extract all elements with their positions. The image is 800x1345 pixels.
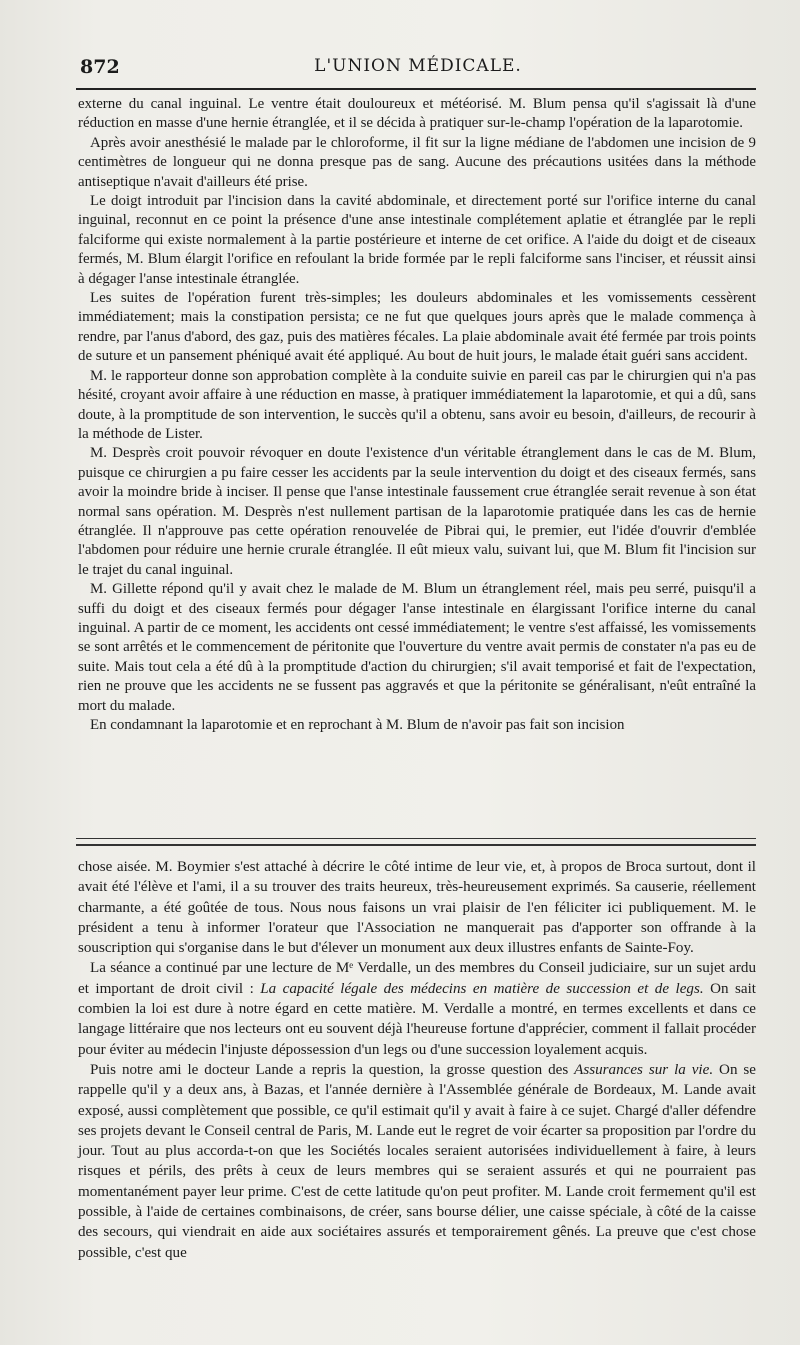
page-header xyxy=(80,56,756,82)
paragraph: M. le rapporteur donne son approbation complète à la conduite suivie en pareil cas par le chirurgien qui n'a pas hésité, croyant avoir affaire à une réduction en masse, à pratiquer immédiatement la laparotomie, et qui a dû, sans doute, à la promptitude de son intervention, le succès qu'il a obtenu, sans avoir eu besoin, d'ailleurs, de recourir à la méthode de Lister. xyxy=(78,367,756,442)
paragraph: externe du canal inguinal. Le ventre était douloureux et météorisé. M. Blum pensa qu'il s'agissait là d'une réduction en masse d'une hernie étranglée, et il se décida à pratiquer sur-le-champ l'opération de la laparotomie. xyxy=(78,96,756,132)
feuilleton-section xyxy=(78,857,756,1263)
paragraph: chose aisée. M. Boymier s'est attaché à décrire le côté intime de leur vie, et, à propos de Broca surtout, dont il avait été l'élève et l'ami, il a su trouver des traits heureux, très-heureusement exprimés. Sa causerie, réellement charmante, a été goûtée de tous. Nous nous faisons un vrai plaisir de l'en féliciter ici publiquement. M. le président a tenu à informer l'orateur que l'Association ne manquerait pas d'apporter son offrande à la souscription qui s'organise dans le but d'élever un monument aux deux illustres enfants de Sainte-Foy. xyxy=(78,859,756,957)
running-title: L'UNION MÉDICALE. xyxy=(314,56,522,76)
paragraph: M. Desprès croit pouvoir révoquer en doute l'existence d'un véritable étranglement dans le cas de M. Blum, puisque ce chirurgien a pu faire cesser les accidents par la seule intervention du doigt et des ciseaux fermés, sans avoir la moindre bride à inciser. Il pense que l'anse intestinale faussement crue étranglée serait revenue à son état normal sans opération. M. Desprès n'est nullement partisan de la laparotomie pratiquée dans les cas de hernie étranglée. Il n'approuve pas cette opération renouvelée de Pibrai qui, le premier, eut l'idée d'ouvrir d'emblée l'abdomen pour réduire une hernie crurale étranglée. Il eût mieux valu, suivant lui, que M. Blum fit l'incision sur le trajet du canal inguinal. xyxy=(78,445,756,578)
paragraph: La séance a continué par une lecture de Mᵉ Verdalle, un des membres du Conseil judiciaire, sur un sujet ardu et important de droit civil : La capacité légale des médecins en matière de succession et de legs. On sait combien la loi est dure à notre égard en cette matière. M. Verdalle a montré, en termes excellents et dans ce langage littéraire que nos lecteurs ont eu souvent déjà l'heureuse fortune d'apprécier, comment il fallait procéder pour éviter au médecin l'injuste dépossession d'un legs ou d'une succession loyalement acquis. xyxy=(78,960,756,1058)
paragraph: Après avoir anesthésié le malade par le chloroforme, il fit sur la ligne médiane de l'abdomen une incision de 9 centimètres de longueur qui ne donna presque pas de sang. Aucune des précautions usitées dans la méthode antiseptique n'avait d'ailleurs été prise. xyxy=(78,134,756,190)
paragraph: M. Gillette répond qu'il y avait chez le malade de M. Blum un étranglement réel, mais peu serré, puisqu'il a suffi du doigt et des ciseaux fermés pour dégager l'anse intestinale en élargissant l'orifice interne du canal inguinal. A partir de ce moment, les accidents ont cessé immédiatement; le ventre s'est affaissé, les vomissements se sont arrêtés et le commencement de péritonite que l'ouverture du ventre avait permis de constater n'a pas eu de suite. Mais tout cela a été dû à la promptitude d'action du chirurgien; s'il avait temporisé et fait de l'expectation, rien ne prouve que les accidents ne se fussent pas aggravés et que la péritonite se généralisant, n'eût entraîné la mort du malade. xyxy=(78,581,756,714)
section-separator-thin xyxy=(76,838,756,839)
paragraph: En condamnant la laparotomie et en reprochant à M. Blum de n'avoir pas fait son incision xyxy=(90,717,625,733)
header-rule xyxy=(76,88,756,90)
italic-title: La capacité légale des médecins en matière de succession et de legs. xyxy=(260,980,704,997)
paragraph: Les suites de l'opération furent très-simples; les douleurs abdominales et les vomissements cessèrent immédiatement; mais la constipation persista; ce ne fut que quelques jours après que le malade commença à rendre, par l'anus d'abord, des gaz, puis des matières fécales. La plaie abdominale avait été fermée par trois points de suture et un pansement phéniqué avait été appliqué. Au bout de huit jours, le malade était guéri sans accident. xyxy=(78,290,756,365)
section-separator-thick xyxy=(76,844,756,846)
italic-title: Assurances sur la vie. xyxy=(574,1061,714,1078)
paragraph: Puis notre ami le docteur Lande a repris la question, la grosse question des Assurances sur la vie. On se rappelle qu'il y a deux ans, à Bazas, et l'année dernière à l'Assemblée générale de Bordeaux, M. Lande avait exposé, aussi complètement que possible, ce qu'il estimait qu'il y avait à faire à ce sujet. Chargé d'aller défendre ses projets devant le Conseil central de Paris, M. Lande eut le regret de voir écarter sa proposition par l'ordre du jour. Tout au plus accorda-t-on que les Sociétés locales seraient autorisées individuellement à faire, à leurs risques et périls, des prêts à ceux de leurs membres qui se seraient assurés et qui ne pourraient pas momentanément payer leur prime. C'est de cette latitude qu'on peut profiter. M. Lande croit fermement qu'il est possible, à l'aide de certaines combinaisons, de créer, sans bourse délier, une caisse spéciale, à côté de la caisse des secours, qui viendrait en aide aux sociétaires assurés et temporairement gênés. La preuve que c'est chose possible, c'est que xyxy=(78,1061,756,1261)
article-continuation xyxy=(78,95,756,735)
page-number: 872 xyxy=(80,56,120,78)
paragraph: Le doigt introduit par l'incision dans la cavité abdominale, et directement porté sur l'orifice interne du canal inguinal, reconnut en ce point la présence d'une anse intestinale complétement aplatie et étranglée par le repli falciforme qui existe normalement à la partie postérieure et interne de cet orifice. A l'aide du doigt et de ciseaux fermés, M. Blum élargit l'orifice en refoulant la bride formée par le repli falciforme sans l'inciser, et réussit ainsi à dégager l'anse intestinale étranglée. xyxy=(78,193,756,287)
